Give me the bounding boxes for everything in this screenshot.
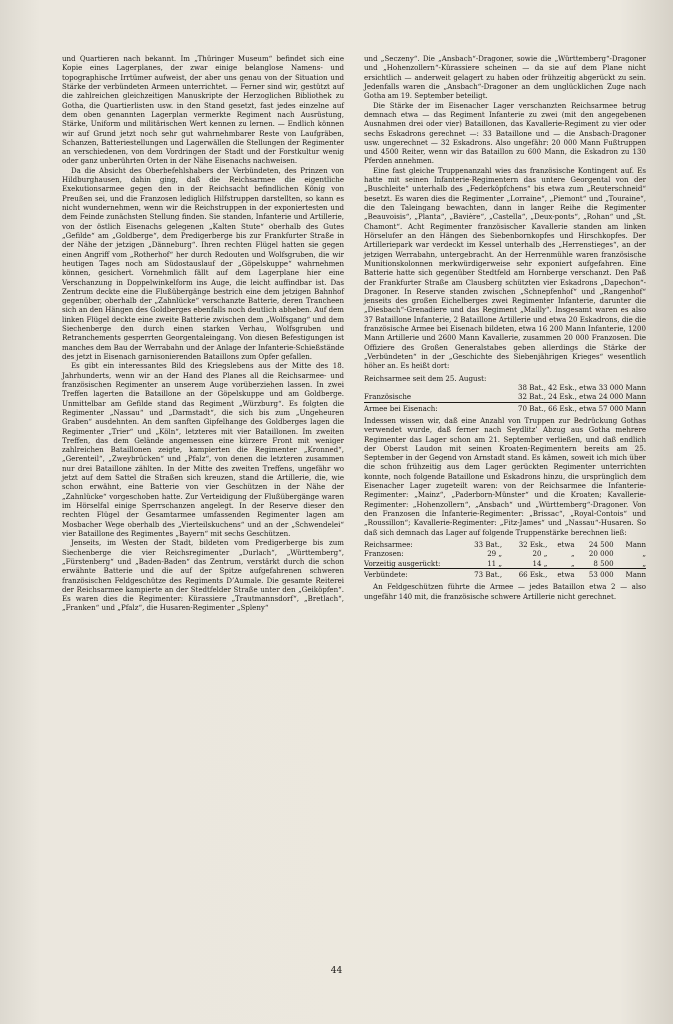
paragraph: Es gibt ein interessantes Bild des Kriegslebens aus der Mitte des 18. Jahrhunderts, wenn wir an der Hand des Planes all die Reichsarmee- und französischen Regimenter an unserem Auge vorüberziehen lassen. In zwei Treffen lagerten die Bataillone an der Göpelskuppe und am Goldberge. Unmittelbar am Gefilde stand das Regiment „Würzburg“. Es folgten die Regimenter „Nassau“ und „Darmstadt“, die sich bis zum „Ungeheuren Graben“ ausdehnten. An dem sanften Gipfelhange des Goldberges lagen die Regimenter „Trier“ und „Köln“, letzteres mit vier Bataillonen. Im zweiten Treffen, das dem Gelände angemessen eine kürzere Front mit weniger zahlreichen Bataillonen zeigte, kampierten die Regimenter „Kronned“, „Gerenteil“, „Zweybrücken“ und „Pfalz“, von denen die letzteren zusammen nur drei Bataillone zählten. In der Mitte des zweiten Treffens, ungefähr wo jetzt auf dem Sattel die Straßen sich kreuzen, stand die Artillerie, die, wie schon erwähnt, eine Batterie von vier Geschützen in der Nähe der „Zahnlücke“ vorgeschoben hatte. Zur Verteidigung der Flußübergänge waren im Hörselfal einige Sperrschanzen angelegt. In der Reserve dieser den rechten Flügel der Gesamtarmee umfassenden Regimenter lagen am Mosbacher Wege oberhalb des „Vierteilskuchens“ und an der „Schwendelei“ vier Bataillone des Regimentes „Bayern“ mit sechs Geschützen. [62, 361, 344, 538]
paragraph: Eine fast gleiche Truppenanzahl wies das französische Kontingent auf. Es hatte mit seinen Infanterie-Regimentern das untere Georgental von der „Buschleite“ unterhalb des „Federköpfchens“ bis etwa zum „Reuterschneid“ besetzt. Es waren dies die Regimenter „Lorraine“, „Piemont“ und „Touraine“, die den Taleingang bewachten, dann in langer Reihe die Regimenter „Beauvoisis“, „Planta“, „Bavière“, „Castella“, „Deux-ponts“, „Rohan“ und „St. Chamont“. Acht Regimenter französischer Kavallerie standen am linken Hörselufer an den Hängen des Siebenbornkopfes und Hirschkopfes. Der Artilleriepark war verdeckt im Kessel unterhalb des „Herrenstieges“, an der jetzigen Werrabahn, untergebracht. An der Herrenmühle waren französische Munitionskolonnen merkwürdigerweise sehr exponiert aufgefahren. Eine Batterie hatte sich gegenüber Stedtfeld am Hornberge verschanzt. Den Paß der Frankfurter Straße am Clausberg schützten vier Eskadrons „Dapechon“-Dragoner. In Reserve standen zwischen „Schnepfenhof“ und „Rangenhof“ jenseits des großen Eichelberges zwei Regimenter Infanterie, darunter die „Diesbach“-Grenadiere und das Regiment „Mailly“. Insgesamt waren es also 37 Bataillone Infanterie, 2 Bataillone Artillerie und etwa 20 Eskadrons, die die französische Armee bei Eisenach bildeten, etwa 16 200 Mann Infanterie, 1200 Mann Artillerie und 2600 Mann Kavallerie, zusammen 20 000 Franzosen. Die Offiziere des Großen Generalstabes geben allerdings die Stärke der „Verbündeten“ in der „Geschichte des Siebenjährigen Krieges“ wesentlich höher an. Es heißt dort: [364, 165, 646, 371]
table-row: Französische 32 Bat., 24 Esk., etwa 24 000 Mann [364, 392, 646, 402]
strength-table-computed [364, 540, 646, 579]
table-row: Reichsarmee: 33 Bat., 32 Esk., etwa 24 500 Mann [364, 539, 646, 549]
paragraph: An Feldgeschützen führte die Armee — jedes Bataillon etwa 2 — also ungefähr 140 mit, die französische schwere Artillerie nicht gerechnet. [364, 582, 646, 601]
page-number: 44 [330, 966, 343, 976]
paragraph: Indessen wissen wir, daß eine Anzahl von Truppen zur Bedrückung Gothas verwendet wurde, daß ferner nach Seydlitz’ Abzug aus Gotha mehrere Regimenter das Lager schon am 21. September verließen, und daß endlich der Oberst Laudon mit seinen Kroaten-Regimentern bereits am 25. September in der Gegend von Arnstadt stand. Es kämen, soweit ich mich über die schon frühzeitig aus dem Lager gerückten Regimenter unterrichten konnte, noch folgende Bataillone und Eskadrons hinzu, die ursprünglich dem Eisenacher Lager zugeteilt waren: von der Reichsarmee die Infanterie-Regimenter: „Mainz“, „Paderborn-Münster“ und die Kroaten; Kavallerie-Regimenter: „Hohenzollern“, „Ansbach“ und „Württemberg“-Dragoner. Von den Franzosen die Infanterie-Regimenter: „Brissac“, „Royal-Contois“ und „Roussillon“; Kavallerie-Regimenter: „Fitz-James“ und „Nassau“-Husaren. So daß sich demnach das Lager auf folgende Truppenstärke berechnen ließ: [364, 415, 646, 537]
paragraph: Jenseits, im Westen der Stadt, bildeten vom Predigerberge bis zum Siechenberge die vier Reichsregimenter „Durlach“, „Württemberg“, „Fürstenberg“ und „Baden-Baden“ das Zentrum, verstärkt durch die schon erwähnte Batterie und die auf der Spitze aufgefahrenen schweren französischen Feldgeschütze des Regiments D’Aumale. Die gesamte Reiterei der Reichsarmee kampierte an der Stedtfelder Straße unter den „Geiköpfen“. Es waren dies die Regimenter: Kürassiere „Trautmannsdorf“, „Bretlach“, „Franken“ und „Pfalz“, die Husaren-Regimenter „Spleny“ [62, 538, 344, 613]
strength-table-general-staff [364, 383, 646, 413]
right-column [364, 54, 646, 601]
table-sum-row: Verbündete: 73 Bat., 66 Esk., etwa 53 000 Mann [364, 569, 646, 579]
table-row: Franzosen: 29 „ 20 „ „ 20 000 „ [364, 549, 646, 559]
strength-table-heading: Reichsarmee seit dem 25. August: [364, 373, 487, 383]
table-sum-row: Armee bei Eisenach: 70 Bat., 66 Esk., etwa 57 000 Mann [364, 403, 646, 413]
table-row: 38 Bat., 42 Esk., etwa 33 000 Mann [518, 382, 646, 392]
paragraph: und Quartieren nach bekannt. Im „Thüringer Museum“ befindet sich eine Kopie eines Lagerplanes, der zwar einige belanglose Namens- und topographische Irrtümer aufweist, der aber uns genau von der Situation und Stärke der verbündeten Armeen unterrichtet. — Ferner sind wir, gestützt auf die zahlreichen gleichzeitigen Manuskripte der Herzoglichen Bibliothek zu Gotha, die Quartierlisten usw. in den Stand gesetzt, fast jedes einzelne auf dem oben genannten Lagerplan vermerkte Regiment nach Ausrüstung, Stärke, Uniform und militärischen Wert kennen zu lernen. — Endlich können wir auf Grund jetzt noch sehr gut wahrnehmbarer Reste von Laufgräben, Schanzen, Batteriestellungen und Lagerwällen die Stellungen der Regimenter an verschiedenen, von dem Vordringen der Stadt und der Forstkultur wenig oder ganz unberührten Orten in der Nähe Eisenachs nachweisen. [62, 54, 344, 166]
paragraph: Die Stärke der im Eisenacher Lager verschanzten Reichsarmee betrug demnach etwa — das Regiment Infanterie zu zwei (mit den angegebenen Ausnahmen drei oder vier) Bataillonen, das Kavallerie-Regiment zu vier oder sechs Eskadrons gerechnet —: 33 Bataillone und — die Ansbach-Dragoner usw. ungerechnet — 32 Eskadrons. Also ungefähr: 20 000 Mann Fußtruppen und 4500 Reiter, wenn wir das Bataillon zu 600 Mann, die Eskadron zu 130 Pferden annehmen. [364, 100, 646, 166]
table-row: Vorzeitig ausgerückt: 11 „ 14 „ „ 8 500 „ [364, 558, 646, 568]
left-column [62, 54, 344, 613]
paragraph: Da die Absicht des Oberbefehlshabers der Verbündeten, des Prinzen von Hildburghausen, dahin ging, daß die Reichsarmee die eigentliche Exekutionsarmee gegen den in der Reichsacht befindlichen König von Preußen sei, und die Franzosen lediglich Hilfstruppen darstellten, so kann es nicht wundernehmen, wenn wir die Reichstruppen in der exponiertesten und dem Feinde zunächsten Stellung finden. Sie standen, Infanterie und Artillerie, von der östlich Eisenachs gelegenen „Kalten Stute“ oberhalb des Gutes „Gefilde“ am „Goldberge“, dem Predigerberge bis zur Frankfurter Straße in der Nähe der jetzigen „Dänneburg“. Ihren rechten Flügel hatten sie gegen einen Angriff vom „Rotherhof“ her durch Redouten und Wolfsgruben, die wir heutigen Tages noch am Südostauslauf der „Göpelskuppe“ wahrnehmen können, gesichert. Vornehmlich fällt auf dem Lagerplane hier eine Verschanzung in Doppelwinkelform ins Auge, die leicht auffindbar ist. Das Zentrum deckte eine die Flußübergänge bestrich eine dem jetzigen Bahnhof gegenüber, oberhalb der „Zahnlücke“ verschanzte Batterie, deren Trancheen sich an den Hängen des Goldberges ebenfalls noch deutlich abheben. Auf dem linken Flügel deckte eine zweite Batterie zwischen dem „Wolfsgang“ und dem Siechenberge den durch einen starken Verhau, Wolfsgruben und Retranchements gesperrten Georgentaleingang. Von diesen Befestigungen ist manches dem Bau der Werrabahn und der Anlage der Infanterie-Schießstände des jetzt in Eisenach garnisonierenden Bataillons zum Opfer gefallen. [62, 165, 344, 361]
paragraph: und „Seczeny“. Die „Ansbach“-Dragoner, sowie die „Württemberg“-Dragoner und „Hohenzollern“-Kürassiere scheinen — da sie auf dem Plane nicht ersichtlich — anderweit gelagert zu haben oder frühzeitig abgerückt zu sein. Jedenfalls waren die „Ansbach“-Dragoner an dem unglücklichen Zuge nach Gotha am 19. September beteiligt. [364, 54, 646, 101]
